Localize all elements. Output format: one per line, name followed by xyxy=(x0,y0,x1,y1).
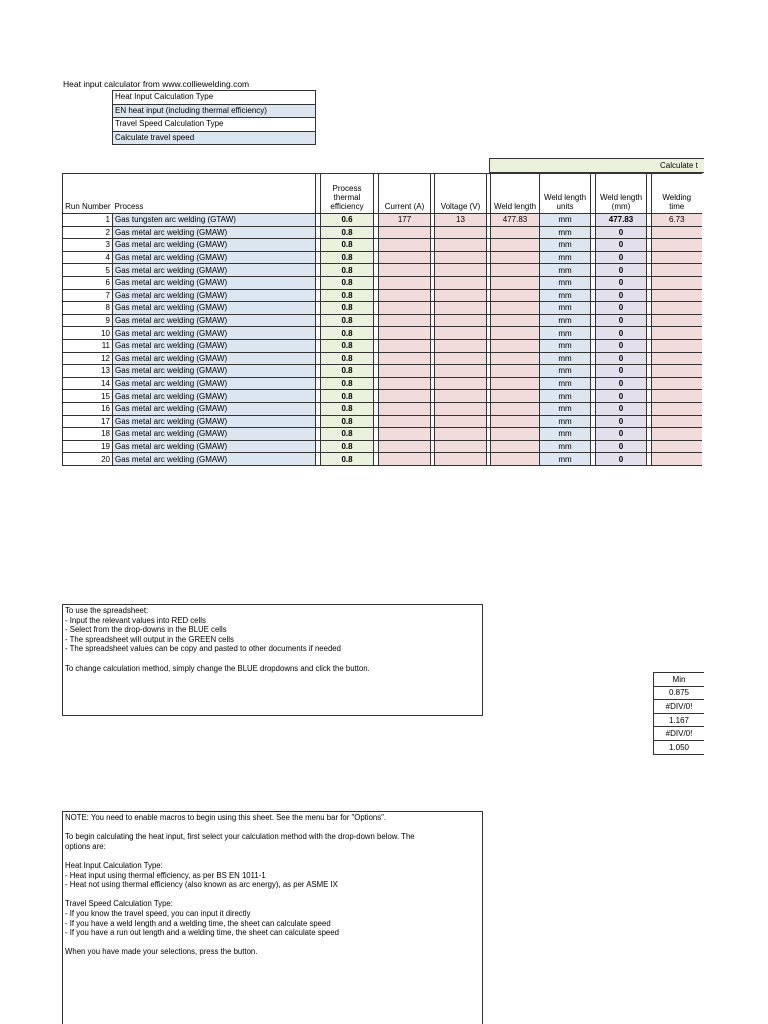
current-input[interactable] xyxy=(379,302,431,315)
weld-length-input[interactable] xyxy=(491,302,540,315)
process-dropdown[interactable]: Gas metal arc welding (GMAW) xyxy=(113,402,316,415)
weld-length-mm-cell: 0 xyxy=(596,239,647,252)
weld-length-mm-cell: 0 xyxy=(596,314,647,327)
note-line xyxy=(65,851,480,861)
table-row xyxy=(63,352,702,365)
weld-length-mm-cell: 0 xyxy=(596,264,647,277)
runs-table-body xyxy=(63,214,702,466)
run-number-cell: 6 xyxy=(63,276,113,289)
weld-length-units-dropdown[interactable]: mm xyxy=(540,264,591,277)
voltage-input[interactable] xyxy=(435,377,487,390)
note-line: Heat Input Calculation Type: xyxy=(65,860,163,870)
weld-length-mm-cell: 0 xyxy=(596,365,647,378)
note-line: - Heat input using thermal efficiency, as per BS EN 1011-1 xyxy=(65,870,266,880)
header-process: Process xyxy=(113,174,316,214)
thermal-efficiency-cell: 0.8 xyxy=(321,390,374,403)
instructions-line: To use the spreadsheet: xyxy=(65,606,149,615)
run-number-cell: 9 xyxy=(63,314,113,327)
table-row xyxy=(63,415,702,428)
heat-input-type-dropdown[interactable]: EN heat input (including thermal efficiency) xyxy=(113,104,316,118)
table-row xyxy=(63,226,702,239)
welding-time-input[interactable] xyxy=(652,440,702,453)
process-dropdown[interactable]: Gas metal arc welding (GMAW) xyxy=(113,327,316,340)
process-dropdown[interactable]: Gas metal arc welding (GMAW) xyxy=(113,390,316,403)
current-input[interactable] xyxy=(379,327,431,340)
run-number-cell: 1 xyxy=(63,214,113,227)
weld-length-mm-cell: 0 xyxy=(596,453,647,466)
table-header-row xyxy=(63,174,702,214)
run-number-cell: 10 xyxy=(63,327,113,340)
sheet-title: Heat input calculator from www.colliewelding.com xyxy=(63,79,250,89)
current-input[interactable] xyxy=(379,415,431,428)
weld-length-units-dropdown[interactable]: mm xyxy=(540,251,591,264)
weld-length-input[interactable] xyxy=(491,276,540,289)
run-number-cell: 15 xyxy=(63,390,113,403)
table-row xyxy=(63,302,702,315)
current-input[interactable] xyxy=(379,453,431,466)
run-number-cell: 19 xyxy=(63,440,113,453)
weld-length-units-dropdown[interactable]: mm xyxy=(540,302,591,315)
weld-length-input[interactable] xyxy=(491,352,540,365)
weld-length-input[interactable] xyxy=(491,415,540,428)
run-number-cell: 5 xyxy=(63,264,113,277)
weld-length-units-dropdown[interactable]: mm xyxy=(540,339,591,352)
weld-length-units-dropdown[interactable]: mm xyxy=(540,440,591,453)
weld-length-mm-cell: 0 xyxy=(596,276,647,289)
run-number-cell: 17 xyxy=(63,415,113,428)
weld-length-mm-cell: 0 xyxy=(596,402,647,415)
voltage-input[interactable] xyxy=(435,264,487,277)
welding-time-input[interactable] xyxy=(652,251,702,264)
weld-length-input[interactable] xyxy=(491,327,540,340)
process-dropdown[interactable]: Gas metal arc welding (GMAW) xyxy=(113,239,316,252)
run-number-cell: 12 xyxy=(63,352,113,365)
current-input[interactable] xyxy=(379,251,431,264)
header-welding-time: Welding time xyxy=(652,174,702,214)
header-current: Current (A) xyxy=(379,174,431,214)
instructions-box xyxy=(62,604,483,716)
process-dropdown[interactable]: Gas metal arc welding (GMAW) xyxy=(113,314,316,327)
header-run-number: Run Number xyxy=(63,174,113,214)
thermal-efficiency-cell: 0.8 xyxy=(321,365,374,378)
thermal-efficiency-cell: 0.8 xyxy=(321,302,374,315)
min-value-cell: 1.050 xyxy=(654,740,705,754)
current-input[interactable] xyxy=(379,314,431,327)
thermal-efficiency-cell: 0.6 xyxy=(321,214,374,227)
weld-length-mm-cell: 477.83 xyxy=(596,214,647,227)
welding-time-input[interactable] xyxy=(652,239,702,252)
note-line xyxy=(65,890,480,900)
process-dropdown[interactable]: Gas metal arc welding (GMAW) xyxy=(113,251,316,264)
run-number-cell: 13 xyxy=(63,365,113,378)
process-dropdown[interactable]: Gas metal arc welding (GMAW) xyxy=(113,226,316,239)
weld-length-mm-cell: 0 xyxy=(596,339,647,352)
run-number-cell: 20 xyxy=(63,453,113,466)
note-line xyxy=(65,938,480,948)
weld-length-input[interactable] xyxy=(491,428,540,441)
current-input[interactable] xyxy=(379,402,431,415)
table-row xyxy=(63,453,702,466)
min-value-cell: #DIV/0! xyxy=(654,700,705,714)
current-input[interactable] xyxy=(379,339,431,352)
weld-length-units-dropdown[interactable]: mm xyxy=(540,377,591,390)
welding-time-input[interactable] xyxy=(652,390,702,403)
thermal-efficiency-cell: 0.8 xyxy=(321,402,374,415)
thermal-efficiency-cell: 0.8 xyxy=(321,415,374,428)
instructions-line: - The spreadsheet will output in the GREEN cells xyxy=(65,634,234,644)
weld-length-mm-cell: 0 xyxy=(596,352,647,365)
note-line: - Heat not using thermal efficiency (also known as arc energy), as per ASME IX xyxy=(65,880,338,890)
weld-length-mm-cell: 0 xyxy=(596,415,647,428)
weld-length-mm-cell: 0 xyxy=(596,289,647,302)
voltage-input[interactable] xyxy=(435,428,487,441)
current-input[interactable] xyxy=(379,276,431,289)
process-dropdown[interactable]: Gas metal arc welding (GMAW) xyxy=(113,365,316,378)
thermal-efficiency-cell: 0.8 xyxy=(321,264,374,277)
voltage-input[interactable] xyxy=(435,289,487,302)
thermal-efficiency-cell: 0.8 xyxy=(321,428,374,441)
min-header: Min xyxy=(654,673,705,687)
current-input[interactable] xyxy=(379,226,431,239)
run-number-cell: 4 xyxy=(63,251,113,264)
weld-length-input[interactable] xyxy=(491,377,540,390)
table-row xyxy=(63,339,702,352)
welding-time-input[interactable] xyxy=(652,276,702,289)
table-row xyxy=(63,251,702,264)
voltage-input[interactable] xyxy=(435,276,487,289)
note-line: NOTE: You need to enable macros to begin using this sheet. See the menu bar for "Options". xyxy=(65,813,387,822)
weld-length-input[interactable] xyxy=(491,251,540,264)
thermal-efficiency-cell: 0.8 xyxy=(321,226,374,239)
weld-length-mm-cell: 0 xyxy=(596,390,647,403)
weld-length-input[interactable] xyxy=(491,440,540,453)
voltage-input[interactable] xyxy=(435,440,487,453)
process-dropdown[interactable]: Gas tungsten arc welding (GTAW) xyxy=(113,214,316,227)
weld-length-mm-cell: 0 xyxy=(596,226,647,239)
weld-length-units-dropdown[interactable]: mm xyxy=(540,314,591,327)
calculated-section-header xyxy=(489,158,704,173)
calculation-config-table xyxy=(112,90,316,145)
thermal-efficiency-cell: 0.8 xyxy=(321,239,374,252)
welding-time-input[interactable] xyxy=(652,226,702,239)
weld-length-input[interactable] xyxy=(491,339,540,352)
thermal-efficiency-cell: 0.8 xyxy=(321,327,374,340)
weld-length-mm-cell: 0 xyxy=(596,440,647,453)
current-input[interactable] xyxy=(379,390,431,403)
thermal-efficiency-cell: 0.8 xyxy=(321,314,374,327)
run-number-cell: 14 xyxy=(63,377,113,390)
process-dropdown[interactable]: Gas metal arc welding (GMAW) xyxy=(113,276,316,289)
note-line: To begin calculating the heat input, first select your calculation method with the drop-down below. The xyxy=(65,832,415,842)
weld-length-input[interactable] xyxy=(491,402,540,415)
weld-length-units-dropdown[interactable]: mm xyxy=(540,289,591,302)
weld-length-mm-cell: 0 xyxy=(596,327,647,340)
welding-time-input[interactable] xyxy=(652,352,702,365)
weld-length-units-dropdown[interactable]: mm xyxy=(540,428,591,441)
weld-length-input[interactable] xyxy=(491,314,540,327)
weld-length-units-dropdown[interactable]: mm xyxy=(540,352,591,365)
run-number-cell: 2 xyxy=(63,226,113,239)
weld-length-mm-cell: 0 xyxy=(596,428,647,441)
process-dropdown[interactable]: Gas metal arc welding (GMAW) xyxy=(113,352,316,365)
note-line xyxy=(65,823,480,833)
process-dropdown[interactable]: Gas metal arc welding (GMAW) xyxy=(113,453,316,466)
heat-input-type-label: Heat Input Calculation Type xyxy=(113,91,316,105)
weld-length-mm-cell: 0 xyxy=(596,251,647,264)
run-number-cell: 11 xyxy=(63,339,113,352)
weld-length-units-dropdown[interactable]: mm xyxy=(540,365,591,378)
header-thermal-efficiency: Process thermal efficiency xyxy=(321,174,374,214)
process-dropdown[interactable]: Gas metal arc welding (GMAW) xyxy=(113,377,316,390)
table-row xyxy=(63,264,702,277)
welding-time-input[interactable] xyxy=(652,365,702,378)
run-number-cell: 7 xyxy=(63,289,113,302)
voltage-input[interactable] xyxy=(435,453,487,466)
voltage-input[interactable]: 13 xyxy=(435,214,487,227)
voltage-input[interactable] xyxy=(435,402,487,415)
thermal-efficiency-cell: 0.8 xyxy=(321,251,374,264)
table-row xyxy=(63,239,702,252)
table-row xyxy=(63,214,702,227)
min-value-cell: 0.875 xyxy=(654,686,705,700)
welding-time-input[interactable] xyxy=(652,264,702,277)
weld-length-mm-cell: 0 xyxy=(596,377,647,390)
header-weld-length-units: Weld length units xyxy=(540,174,591,214)
weld-length-units-dropdown[interactable]: mm xyxy=(540,214,591,227)
weld-length-units-dropdown[interactable]: mm xyxy=(540,327,591,340)
header-weld-length: Weld length xyxy=(491,174,540,214)
weld-length-input[interactable]: 477.83 xyxy=(491,214,540,227)
voltage-input[interactable] xyxy=(435,327,487,340)
weld-length-units-dropdown[interactable]: mm xyxy=(540,239,591,252)
note-line: Travel Speed Calculation Type: xyxy=(65,899,173,909)
min-value-cell: 1.167 xyxy=(654,713,705,727)
note-line: - If you have a weld length and a welding time, the sheet can calculate speed xyxy=(65,918,331,928)
table-row xyxy=(63,365,702,378)
voltage-input[interactable] xyxy=(435,226,487,239)
voltage-input[interactable] xyxy=(435,415,487,428)
process-dropdown[interactable]: Gas metal arc welding (GMAW) xyxy=(113,264,316,277)
note-line: - If you have a run out length and a welding time, the sheet can calculate speed xyxy=(65,928,339,938)
voltage-input[interactable] xyxy=(435,239,487,252)
process-dropdown[interactable]: Gas metal arc welding (GMAW) xyxy=(113,339,316,352)
weld-length-units-dropdown[interactable]: mm xyxy=(540,415,591,428)
instructions-line: - Select from the drop-downs in the BLUE cells xyxy=(65,625,227,635)
table-row xyxy=(63,314,702,327)
run-number-cell: 16 xyxy=(63,402,113,415)
current-input[interactable] xyxy=(379,365,431,378)
header-voltage: Voltage (V) xyxy=(435,174,487,214)
current-input[interactable]: 177 xyxy=(379,214,431,227)
weld-length-units-dropdown[interactable]: mm xyxy=(540,390,591,403)
welding-time-input[interactable] xyxy=(652,377,702,390)
calculated-section-label: Calculate t xyxy=(660,161,698,170)
process-dropdown[interactable]: Gas metal arc welding (GMAW) xyxy=(113,289,316,302)
welding-time-input[interactable] xyxy=(652,402,702,415)
thermal-efficiency-cell: 0.8 xyxy=(321,289,374,302)
voltage-input[interactable] xyxy=(435,390,487,403)
thermal-efficiency-cell: 0.8 xyxy=(321,339,374,352)
weld-length-units-dropdown[interactable]: mm xyxy=(540,226,591,239)
voltage-input[interactable] xyxy=(435,251,487,264)
voltage-input[interactable] xyxy=(435,339,487,352)
run-number-cell: 8 xyxy=(63,302,113,315)
weld-length-units-dropdown[interactable]: mm xyxy=(540,276,591,289)
note-line: When you have made your selections, press the button. xyxy=(65,947,258,957)
weld-length-input[interactable] xyxy=(491,289,540,302)
weld-length-mm-cell: 0 xyxy=(596,302,647,315)
table-row xyxy=(63,276,702,289)
weld-length-input[interactable] xyxy=(491,453,540,466)
instructions-line: - The spreadsheet values can be copy and pasted to other documents if needed xyxy=(65,644,341,654)
table-row xyxy=(63,327,702,340)
welding-time-input[interactable]: 6.73 xyxy=(652,214,702,227)
travel-speed-type-label: Travel Speed Calculation Type xyxy=(113,118,316,132)
weld-length-input[interactable] xyxy=(491,390,540,403)
process-dropdown[interactable]: Gas metal arc welding (GMAW) xyxy=(113,428,316,441)
run-number-cell: 18 xyxy=(63,428,113,441)
welding-time-input[interactable] xyxy=(652,415,702,428)
weld-length-units-dropdown[interactable]: mm xyxy=(540,453,591,466)
thermal-efficiency-cell: 0.8 xyxy=(321,352,374,365)
weld-length-units-dropdown[interactable]: mm xyxy=(540,402,591,415)
thermal-efficiency-cell: 0.8 xyxy=(321,276,374,289)
table-row xyxy=(63,377,702,390)
process-dropdown[interactable]: Gas metal arc welding (GMAW) xyxy=(113,415,316,428)
welding-time-input[interactable] xyxy=(652,339,702,352)
current-input[interactable] xyxy=(379,352,431,365)
min-value-cell: #DIV/0! xyxy=(654,727,705,741)
header-weld-length-mm: Weld length (mm) xyxy=(596,174,647,214)
voltage-input[interactable] xyxy=(435,352,487,365)
table-row xyxy=(63,289,702,302)
thermal-efficiency-cell: 0.8 xyxy=(321,377,374,390)
welding-time-input[interactable] xyxy=(652,302,702,315)
weld-length-input[interactable] xyxy=(491,239,540,252)
current-input[interactable] xyxy=(379,289,431,302)
current-input[interactable] xyxy=(379,264,431,277)
note-line: - If you know the travel speed, you can input it directly xyxy=(65,908,251,918)
welding-time-input[interactable] xyxy=(652,314,702,327)
welding-time-input[interactable] xyxy=(652,428,702,441)
weld-length-input[interactable] xyxy=(491,226,540,239)
current-input[interactable] xyxy=(379,440,431,453)
process-dropdown[interactable]: Gas metal arc welding (GMAW) xyxy=(113,440,316,453)
welding-time-input[interactable] xyxy=(652,289,702,302)
process-dropdown[interactable]: Gas metal arc welding (GMAW) xyxy=(113,302,316,315)
note-line: options are: xyxy=(65,841,106,851)
instructions-line xyxy=(65,654,480,664)
instructions-line: To change calculation method, simply change the BLUE dropdowns and click the button. xyxy=(65,663,370,673)
thermal-efficiency-cell: 0.8 xyxy=(321,440,374,453)
current-input[interactable] xyxy=(379,239,431,252)
welding-time-input[interactable] xyxy=(652,453,702,466)
welding-time-input[interactable] xyxy=(652,327,702,340)
runs-table xyxy=(62,173,702,466)
travel-speed-type-dropdown[interactable]: Calculate travel speed xyxy=(113,131,316,145)
min-values-table xyxy=(653,672,704,755)
thermal-efficiency-cell: 0.8 xyxy=(321,453,374,466)
table-row xyxy=(63,402,702,415)
table-row xyxy=(63,390,702,403)
table-row xyxy=(63,440,702,453)
current-input[interactable] xyxy=(379,428,431,441)
run-number-cell: 3 xyxy=(63,239,113,252)
macro-note-box xyxy=(62,811,483,1024)
voltage-input[interactable] xyxy=(435,365,487,378)
current-input[interactable] xyxy=(379,377,431,390)
voltage-input[interactable] xyxy=(435,314,487,327)
table-row xyxy=(63,428,702,441)
weld-length-input[interactable] xyxy=(491,365,540,378)
weld-length-input[interactable] xyxy=(491,264,540,277)
voltage-input[interactable] xyxy=(435,302,487,315)
instructions-line: - Input the relevant values into RED cells xyxy=(65,615,206,625)
